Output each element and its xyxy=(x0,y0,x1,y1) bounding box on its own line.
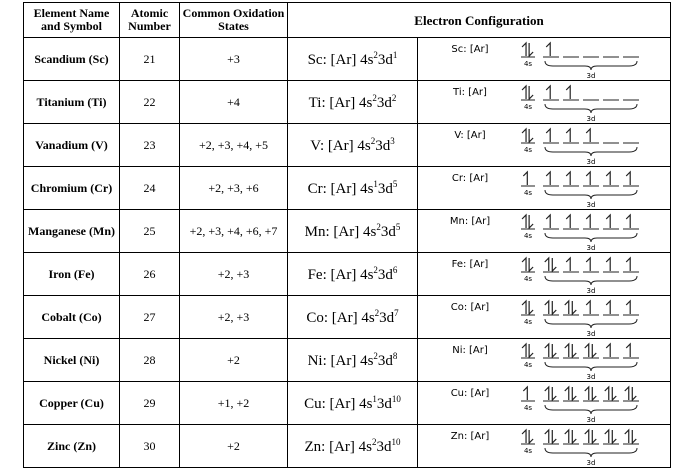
atomic-number: 24 xyxy=(120,167,180,210)
orbital-4s-label: 4s xyxy=(523,145,533,154)
orbital-4s xyxy=(521,129,535,143)
orbital-diagram-svg xyxy=(418,168,671,209)
spin-up-arrow xyxy=(626,215,630,228)
orbital-diagram-svg xyxy=(418,297,671,338)
spin-up-arrow xyxy=(606,301,610,314)
orbital-diagram xyxy=(418,339,671,382)
spin-up-arrow xyxy=(565,344,569,357)
config-d-count: 2 xyxy=(391,92,397,103)
spin-up-arrow xyxy=(545,387,549,400)
element-row xyxy=(24,339,671,382)
spin-up-arrow xyxy=(546,172,550,185)
spin-up-arrow xyxy=(522,86,526,99)
orbital-4s xyxy=(521,43,535,57)
atomic-number: 22 xyxy=(120,81,180,124)
orbital-diagram xyxy=(418,124,671,167)
spin-down-arrow xyxy=(552,258,556,271)
orbital-diagram xyxy=(418,253,671,296)
electron-configuration xyxy=(288,210,418,253)
orbital-3d-4 xyxy=(603,258,619,272)
orbital-3d-3 xyxy=(583,430,599,444)
orbital-diagram-svg xyxy=(418,426,671,467)
config-d-label: 3d xyxy=(376,438,392,455)
config-prefix: V: [Ar] 4s xyxy=(310,137,371,154)
brace-3d xyxy=(545,405,637,414)
oxidation-states: +4 xyxy=(180,81,288,124)
orbital-4s xyxy=(521,215,535,229)
element-name: Titanium (Ti) xyxy=(24,81,120,124)
spin-down-arrow xyxy=(529,344,533,357)
orbital-4s-label: 4s xyxy=(523,231,533,240)
config-d-count: 1 xyxy=(392,49,398,60)
orbital-3d-label: 3d xyxy=(586,71,596,80)
header-oxidation: Common Oxidation States xyxy=(180,3,288,38)
config-s-count: 1 xyxy=(373,178,378,189)
spin-down-arrow xyxy=(572,387,576,400)
config-d-label: 3d xyxy=(377,180,393,197)
orbital-3d-label: 3d xyxy=(586,200,596,209)
spin-down-arrow xyxy=(592,387,596,400)
orbital-4s xyxy=(521,430,535,444)
orbital-diagram xyxy=(418,38,671,81)
orbital-3d-3 xyxy=(583,172,599,186)
orbital-3d-3 xyxy=(583,129,599,143)
oxidation-states: +2, +3, +6 xyxy=(180,167,288,210)
element-row xyxy=(24,167,671,210)
spin-up-arrow xyxy=(586,129,590,142)
config-d-count: 10 xyxy=(391,436,401,447)
config-s-count: 2 xyxy=(376,221,381,232)
orbital-3d-label: 3d xyxy=(586,329,596,338)
element-row xyxy=(24,296,671,339)
brace-3d xyxy=(545,233,637,242)
orbital-3d-5 xyxy=(623,215,639,229)
config-d-label: 3d xyxy=(376,94,392,111)
spin-down-arrow xyxy=(572,430,576,443)
spin-up-arrow xyxy=(625,430,629,443)
spin-up-arrow xyxy=(545,301,549,314)
element-name: Iron (Fe) xyxy=(24,253,120,296)
orbital-3d-2 xyxy=(563,258,579,272)
orbital-3d-label: 3d xyxy=(586,415,596,424)
diagram-label: Cu: [Ar] xyxy=(450,387,490,399)
orbital-3d-2 xyxy=(563,86,579,100)
orbital-4s-label: 4s xyxy=(523,102,533,111)
orbital-4s-label: 4s xyxy=(523,274,533,283)
spin-down-arrow xyxy=(529,215,533,228)
electron-configuration xyxy=(288,425,418,468)
config-prefix: Cu: [Ar] 4s xyxy=(304,395,373,412)
spin-up-arrow xyxy=(522,258,526,271)
spin-up-arrow xyxy=(626,301,630,314)
config-d-count: 10 xyxy=(391,393,401,404)
orbital-4s-label: 4s xyxy=(523,188,533,197)
spin-up-arrow xyxy=(606,344,610,357)
spin-down-arrow xyxy=(529,43,533,56)
orbital-3d-3 xyxy=(583,344,599,358)
orbital-3d-2 xyxy=(563,129,579,143)
oxidation-states: +2, +3 xyxy=(180,296,288,339)
orbital-3d-1 xyxy=(543,258,559,272)
config-prefix: Zn: [Ar] 4s xyxy=(304,438,372,455)
spin-down-arrow xyxy=(632,430,636,443)
orbital-3d-1 xyxy=(543,172,559,186)
diagram-label: Co: [Ar] xyxy=(450,301,490,313)
orbital-4s xyxy=(521,172,535,186)
spin-up-arrow xyxy=(546,215,550,228)
orbital-3d-3 xyxy=(583,215,599,229)
header-name: Element Name and Symbol xyxy=(24,3,120,38)
orbital-3d-1 xyxy=(543,215,559,229)
element-name: Copper (Cu) xyxy=(24,382,120,425)
spin-up-arrow xyxy=(522,215,526,228)
orbital-3d-5 xyxy=(623,430,639,444)
orbital-4s-label: 4s xyxy=(523,360,533,369)
spin-up-arrow xyxy=(606,172,610,185)
spin-up-arrow xyxy=(585,387,589,400)
diagram-label: Ni: [Ar] xyxy=(452,344,488,356)
spin-up-arrow xyxy=(606,258,610,271)
orbital-diagram xyxy=(418,425,671,468)
brace-3d xyxy=(545,104,637,113)
orbital-diagram xyxy=(418,382,671,425)
orbital-diagram-svg xyxy=(418,211,671,252)
diagram-label: Cr: [Ar] xyxy=(451,172,489,184)
spin-up-arrow xyxy=(566,258,570,271)
spin-up-arrow xyxy=(586,172,590,185)
spin-up-arrow xyxy=(522,301,526,314)
config-prefix: Mn: [Ar] 4s xyxy=(304,223,377,240)
orbital-3d-2 xyxy=(563,215,579,229)
orbital-4s-label: 4s xyxy=(523,403,533,412)
config-d-label: 3d xyxy=(377,352,393,369)
orbital-3d-4 xyxy=(603,387,619,401)
config-d-label: 3d xyxy=(379,309,395,326)
orbital-3d-3 xyxy=(583,301,599,315)
spin-up-arrow xyxy=(566,129,570,142)
orbital-3d-4 xyxy=(603,215,619,229)
spin-up-arrow xyxy=(586,215,590,228)
header-configuration: Electron Configuration xyxy=(288,3,671,38)
element-name: Scandium (Sc) xyxy=(24,38,120,81)
atomic-number: 28 xyxy=(120,339,180,382)
spin-up-arrow xyxy=(585,344,589,357)
orbital-3d-1 xyxy=(543,86,559,100)
orbital-3d-4 xyxy=(603,301,619,315)
header-atomic-number: Atomic Number xyxy=(120,3,180,38)
electron-configuration xyxy=(288,38,418,81)
config-d-label: 3d xyxy=(376,395,392,412)
config-s-count: 2 xyxy=(373,49,378,60)
spin-up-arrow xyxy=(546,86,550,99)
orbital-diagram xyxy=(418,81,671,124)
orbital-3d-5 xyxy=(623,258,639,272)
orbital-4s-label: 4s xyxy=(523,317,533,326)
orbital-3d-3 xyxy=(583,258,599,272)
element-row xyxy=(24,38,671,81)
spin-up-arrow xyxy=(605,387,609,400)
electron-configuration xyxy=(288,382,418,425)
spin-up-arrow xyxy=(626,172,630,185)
orbital-3d-1 xyxy=(543,430,559,444)
spin-up-arrow xyxy=(545,430,549,443)
spin-up-arrow xyxy=(545,258,549,271)
spin-up-arrow xyxy=(585,430,589,443)
orbital-diagram-svg xyxy=(418,383,671,424)
spin-up-arrow xyxy=(545,344,549,357)
orbital-diagram-svg xyxy=(418,82,671,123)
spin-down-arrow xyxy=(529,258,533,271)
orbital-3d-label: 3d xyxy=(586,458,596,467)
spin-down-arrow xyxy=(529,430,533,443)
oxidation-states: +2, +3, +4, +5 xyxy=(180,124,288,167)
brace-3d xyxy=(545,448,637,457)
spin-down-arrow xyxy=(552,387,556,400)
spin-up-arrow xyxy=(605,430,609,443)
orbital-3d-1 xyxy=(543,387,559,401)
orbital-3d-3 xyxy=(583,387,599,401)
diagram-label: Mn: [Ar] xyxy=(449,215,491,227)
spin-down-arrow xyxy=(529,129,533,142)
spin-up-arrow xyxy=(606,215,610,228)
orbital-3d-2 xyxy=(563,301,579,315)
oxidation-states: +2 xyxy=(180,339,288,382)
orbital-3d-5 xyxy=(623,387,639,401)
brace-3d xyxy=(545,147,637,156)
spin-up-arrow xyxy=(565,430,569,443)
diagram-label: Sc: [Ar] xyxy=(451,43,489,55)
spin-up-arrow xyxy=(523,172,527,185)
spin-down-arrow xyxy=(552,430,556,443)
orbital-3d-1 xyxy=(543,129,559,143)
brace-3d xyxy=(545,319,637,328)
orbital-4s xyxy=(521,301,535,315)
config-d-label: 3d xyxy=(375,137,391,154)
atomic-number: 21 xyxy=(120,38,180,81)
orbital-3d-1 xyxy=(543,301,559,315)
element-row xyxy=(24,210,671,253)
orbital-diagram xyxy=(418,210,671,253)
spin-up-arrow xyxy=(522,430,526,443)
brace-3d xyxy=(545,362,637,371)
oxidation-states: +1, +2 xyxy=(180,382,288,425)
config-s-count: 2 xyxy=(370,135,376,146)
element-row xyxy=(24,253,671,296)
spin-up-arrow xyxy=(626,258,630,271)
orbital-3d-label: 3d xyxy=(586,157,596,166)
spin-up-arrow xyxy=(523,387,527,400)
config-d-count: 6 xyxy=(392,264,398,275)
spin-up-arrow xyxy=(586,301,590,314)
config-d-count: 7 xyxy=(394,307,399,318)
electron-configuration xyxy=(288,167,418,210)
spin-up-arrow xyxy=(566,215,570,228)
orbital-3d-2 xyxy=(563,344,579,358)
orbital-3d-label: 3d xyxy=(586,286,596,295)
brace-3d xyxy=(545,276,637,285)
spin-up-arrow xyxy=(626,344,630,357)
config-prefix: Cr: [Ar] 4s xyxy=(307,180,374,197)
spin-down-arrow xyxy=(552,344,556,357)
config-s-count: 2 xyxy=(374,307,380,318)
spin-up-arrow xyxy=(586,258,590,271)
config-s-count: 2 xyxy=(373,350,378,361)
orbital-3d-4 xyxy=(603,344,619,358)
spin-down-arrow xyxy=(612,430,616,443)
config-d-count: 8 xyxy=(392,350,398,361)
diagram-label: Fe: [Ar] xyxy=(451,258,489,270)
diagram-label: Ti: [Ar] xyxy=(453,86,487,98)
electron-configuration xyxy=(288,339,418,382)
spin-down-arrow xyxy=(612,387,616,400)
transition-metals-table xyxy=(23,2,671,468)
atomic-number: 26 xyxy=(120,253,180,296)
orbital-4s xyxy=(521,86,535,100)
orbital-4s xyxy=(521,387,535,401)
orbital-diagram-svg xyxy=(418,39,671,80)
config-prefix: Sc: [Ar] 4s xyxy=(307,51,374,68)
spin-up-arrow xyxy=(546,129,550,142)
atomic-number: 25 xyxy=(120,210,180,253)
orbital-diagram-svg xyxy=(418,340,671,381)
element-name: Zinc (Zn) xyxy=(24,425,120,468)
orbital-3d-2 xyxy=(563,430,579,444)
spin-down-arrow xyxy=(529,86,533,99)
config-prefix: Co: [Ar] 4s xyxy=(306,309,375,326)
orbital-4s xyxy=(521,344,535,358)
config-d-label: 3d xyxy=(377,266,393,283)
orbital-3d-label: 3d xyxy=(586,114,596,123)
orbital-diagram-svg xyxy=(418,125,671,166)
brace-3d xyxy=(545,190,637,199)
spin-up-arrow xyxy=(522,43,526,56)
orbital-4s xyxy=(521,258,535,272)
config-s-count: 1 xyxy=(372,393,377,404)
spin-down-arrow xyxy=(552,301,556,314)
orbital-3d-4 xyxy=(603,430,619,444)
orbital-diagram xyxy=(418,167,671,210)
orbital-4s-label: 4s xyxy=(523,59,533,68)
spin-down-arrow xyxy=(632,387,636,400)
element-name: Vanadium (V) xyxy=(24,124,120,167)
electron-configuration xyxy=(288,296,418,339)
electron-configuration xyxy=(288,124,418,167)
spin-up-arrow xyxy=(522,129,526,142)
atomic-number: 30 xyxy=(120,425,180,468)
orbital-3d-1 xyxy=(543,344,559,358)
config-d-count: 5 xyxy=(395,221,401,232)
orbital-3d-label: 3d xyxy=(586,243,596,252)
spin-down-arrow xyxy=(592,430,596,443)
diagram-label: V: [Ar] xyxy=(454,129,486,141)
atomic-number: 27 xyxy=(120,296,180,339)
orbital-3d-2 xyxy=(563,172,579,186)
atomic-number: 23 xyxy=(120,124,180,167)
spin-up-arrow xyxy=(566,172,570,185)
header-row xyxy=(24,3,671,38)
orbital-3d-1 xyxy=(543,43,559,57)
spin-up-arrow xyxy=(522,344,526,357)
config-d-count: 5 xyxy=(392,178,398,189)
config-d-label: 3d xyxy=(377,51,393,68)
config-s-count: 2 xyxy=(373,264,378,275)
spin-up-arrow xyxy=(625,387,629,400)
oxidation-states: +2, +3, +4, +6, +7 xyxy=(180,210,288,253)
brace-3d xyxy=(545,61,637,70)
orbital-3d-2 xyxy=(563,387,579,401)
config-d-count: 3 xyxy=(390,135,395,146)
oxidation-states: +2 xyxy=(180,425,288,468)
orbital-4s-label: 4s xyxy=(523,446,533,455)
config-d-label: 3d xyxy=(380,223,396,240)
orbital-3d-label: 3d xyxy=(586,372,596,381)
oxidation-states: +2, +3 xyxy=(180,253,288,296)
spin-up-arrow xyxy=(566,86,570,99)
orbital-3d-5 xyxy=(623,344,639,358)
spin-down-arrow xyxy=(529,301,533,314)
electron-configuration xyxy=(288,81,418,124)
element-row xyxy=(24,425,671,468)
element-name: Nickel (Ni) xyxy=(24,339,120,382)
spin-up-arrow xyxy=(546,43,550,56)
orbital-3d-5 xyxy=(623,172,639,186)
orbital-3d-5 xyxy=(623,301,639,315)
element-row xyxy=(24,81,671,124)
spin-up-arrow xyxy=(565,387,569,400)
config-s-count: 2 xyxy=(372,436,377,447)
config-prefix: Fe: [Ar] 4s xyxy=(307,266,374,283)
electron-configuration xyxy=(288,253,418,296)
spin-down-arrow xyxy=(572,344,576,357)
element-row xyxy=(24,382,671,425)
element-name: Manganese (Mn) xyxy=(24,210,120,253)
spin-up-arrow xyxy=(565,301,569,314)
config-prefix: Ti: [Ar] 4s xyxy=(308,94,373,111)
element-name: Chromium (Cr) xyxy=(24,167,120,210)
element-name: Cobalt (Co) xyxy=(24,296,120,339)
element-row xyxy=(24,124,671,167)
config-prefix: Ni: [Ar] 4s xyxy=(307,352,374,369)
oxidation-states: +3 xyxy=(180,38,288,81)
atomic-number: 29 xyxy=(120,382,180,425)
orbital-3d-4 xyxy=(603,172,619,186)
config-s-count: 2 xyxy=(372,92,377,103)
orbital-diagram-svg xyxy=(418,254,671,295)
diagram-label: Zn: [Ar] xyxy=(450,430,490,442)
spin-down-arrow xyxy=(572,301,576,314)
orbital-diagram xyxy=(418,296,671,339)
spin-down-arrow xyxy=(592,344,596,357)
